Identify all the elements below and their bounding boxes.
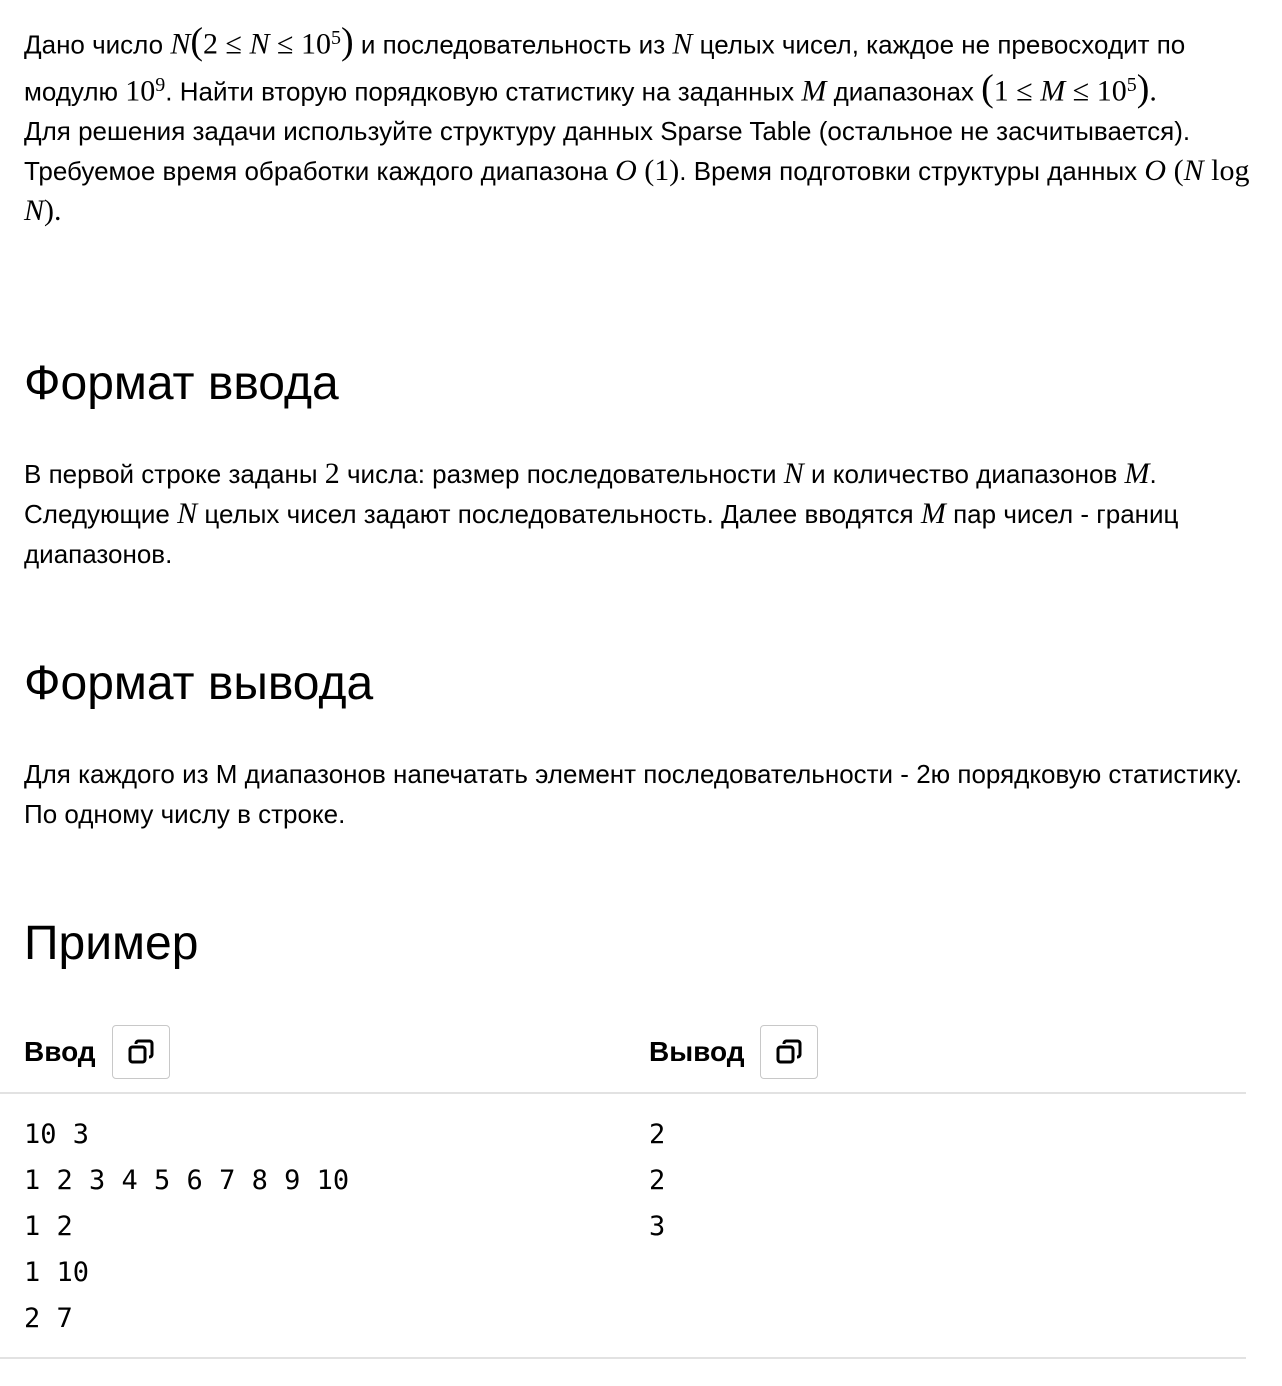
example-divider-top (0, 1092, 1246, 1094)
math-n: N (170, 27, 191, 61)
output-format-heading: Формат вывода (24, 657, 374, 710)
statement-block (24, 18, 1274, 231)
math: ) (44, 194, 55, 228)
input-format-paragraph (24, 454, 1274, 574)
math-n: N (177, 497, 198, 530)
text: числа: размер последовательности (347, 459, 777, 489)
math: ( (1166, 154, 1184, 188)
input-format-heading: Формат ввода (24, 357, 339, 410)
math: . (54, 194, 62, 228)
copy-icon (126, 1037, 156, 1067)
math-n: N (249, 27, 270, 61)
output-format-text (24, 754, 1274, 834)
text: целых чисел задают последовательность. Далее вводятся (204, 499, 914, 529)
example-output-label: Вывод (649, 1036, 745, 1067)
text: пар чисел - границ диапазонов. (24, 499, 1179, 569)
copy-output-button[interactable] (760, 1025, 818, 1079)
math-n: N (1183, 154, 1204, 188)
math-m: M (1040, 74, 1066, 108)
copy-icon (774, 1037, 804, 1067)
example-output-code: 2 2 3 (649, 1119, 666, 1242)
math-exponent: 5 (1126, 73, 1137, 96)
math: 2 ≤ (203, 27, 250, 61)
math-exponent: 5 (330, 27, 341, 49)
statement-paragraph-1 (24, 18, 1274, 111)
math-m: M (1124, 457, 1150, 490)
math: log (1203, 154, 1250, 188)
example-input-code: 10 3 1 2 3 4 5 6 7 8 9 10 1 2 1 10 2 7 (24, 1119, 350, 1334)
text: Дано число (24, 29, 164, 60)
text: . Найти вторую порядковую статистику на заданных (165, 76, 795, 107)
text: целых чисел, каждое не превосходит по модулю (24, 29, 1186, 107)
math-paren: ) (1136, 67, 1150, 110)
math: ≤ 10 (1065, 74, 1127, 108)
example-heading: Пример (24, 917, 199, 970)
math-paren: ) (340, 20, 354, 63)
text: Для решения задачи используйте структуру данных Sparse Table (остальное не засчитывается). Требуемое время обработки каждого диапазона (24, 116, 1191, 187)
math-n: N (783, 457, 804, 490)
math-m: M (801, 74, 827, 108)
copy-input-button[interactable] (112, 1025, 170, 1079)
math: 1 ≤ (993, 74, 1041, 108)
math: (1) (636, 154, 680, 188)
text: . Время подготовки структуры данных (679, 156, 1138, 187)
math-n: N (672, 27, 693, 61)
text: В первой строке заданы (24, 459, 318, 489)
math-m: M (920, 497, 946, 530)
text: диапазонах (833, 76, 974, 107)
input-format-text (24, 454, 1274, 574)
math-paren: ( (981, 67, 994, 110)
math: 10 (125, 74, 156, 108)
math-exponent: 9 (155, 73, 166, 96)
text: и количество диапазонов (811, 459, 1118, 489)
statement-paragraph-2 (24, 111, 1274, 231)
math: 2 (324, 457, 340, 490)
text: . Следующие (24, 459, 1157, 529)
text: и последовательность из (360, 29, 666, 60)
example-output-header (649, 1024, 818, 1080)
example-input-label: Ввод (24, 1036, 96, 1067)
example-input-header (24, 1024, 170, 1080)
output-format-paragraph: Для каждого из M диапазонов напечатать элемент последовательности - 2ю порядковую статистику. По одному числу в строке. (24, 759, 1243, 829)
math-o: O (1144, 154, 1167, 188)
math: . (1149, 74, 1157, 108)
math-o: O (615, 154, 637, 188)
math-n: N (24, 194, 45, 228)
math-paren: ( (190, 20, 204, 63)
example-divider-bottom (0, 1357, 1246, 1359)
math: ≤ 10 (269, 27, 331, 61)
